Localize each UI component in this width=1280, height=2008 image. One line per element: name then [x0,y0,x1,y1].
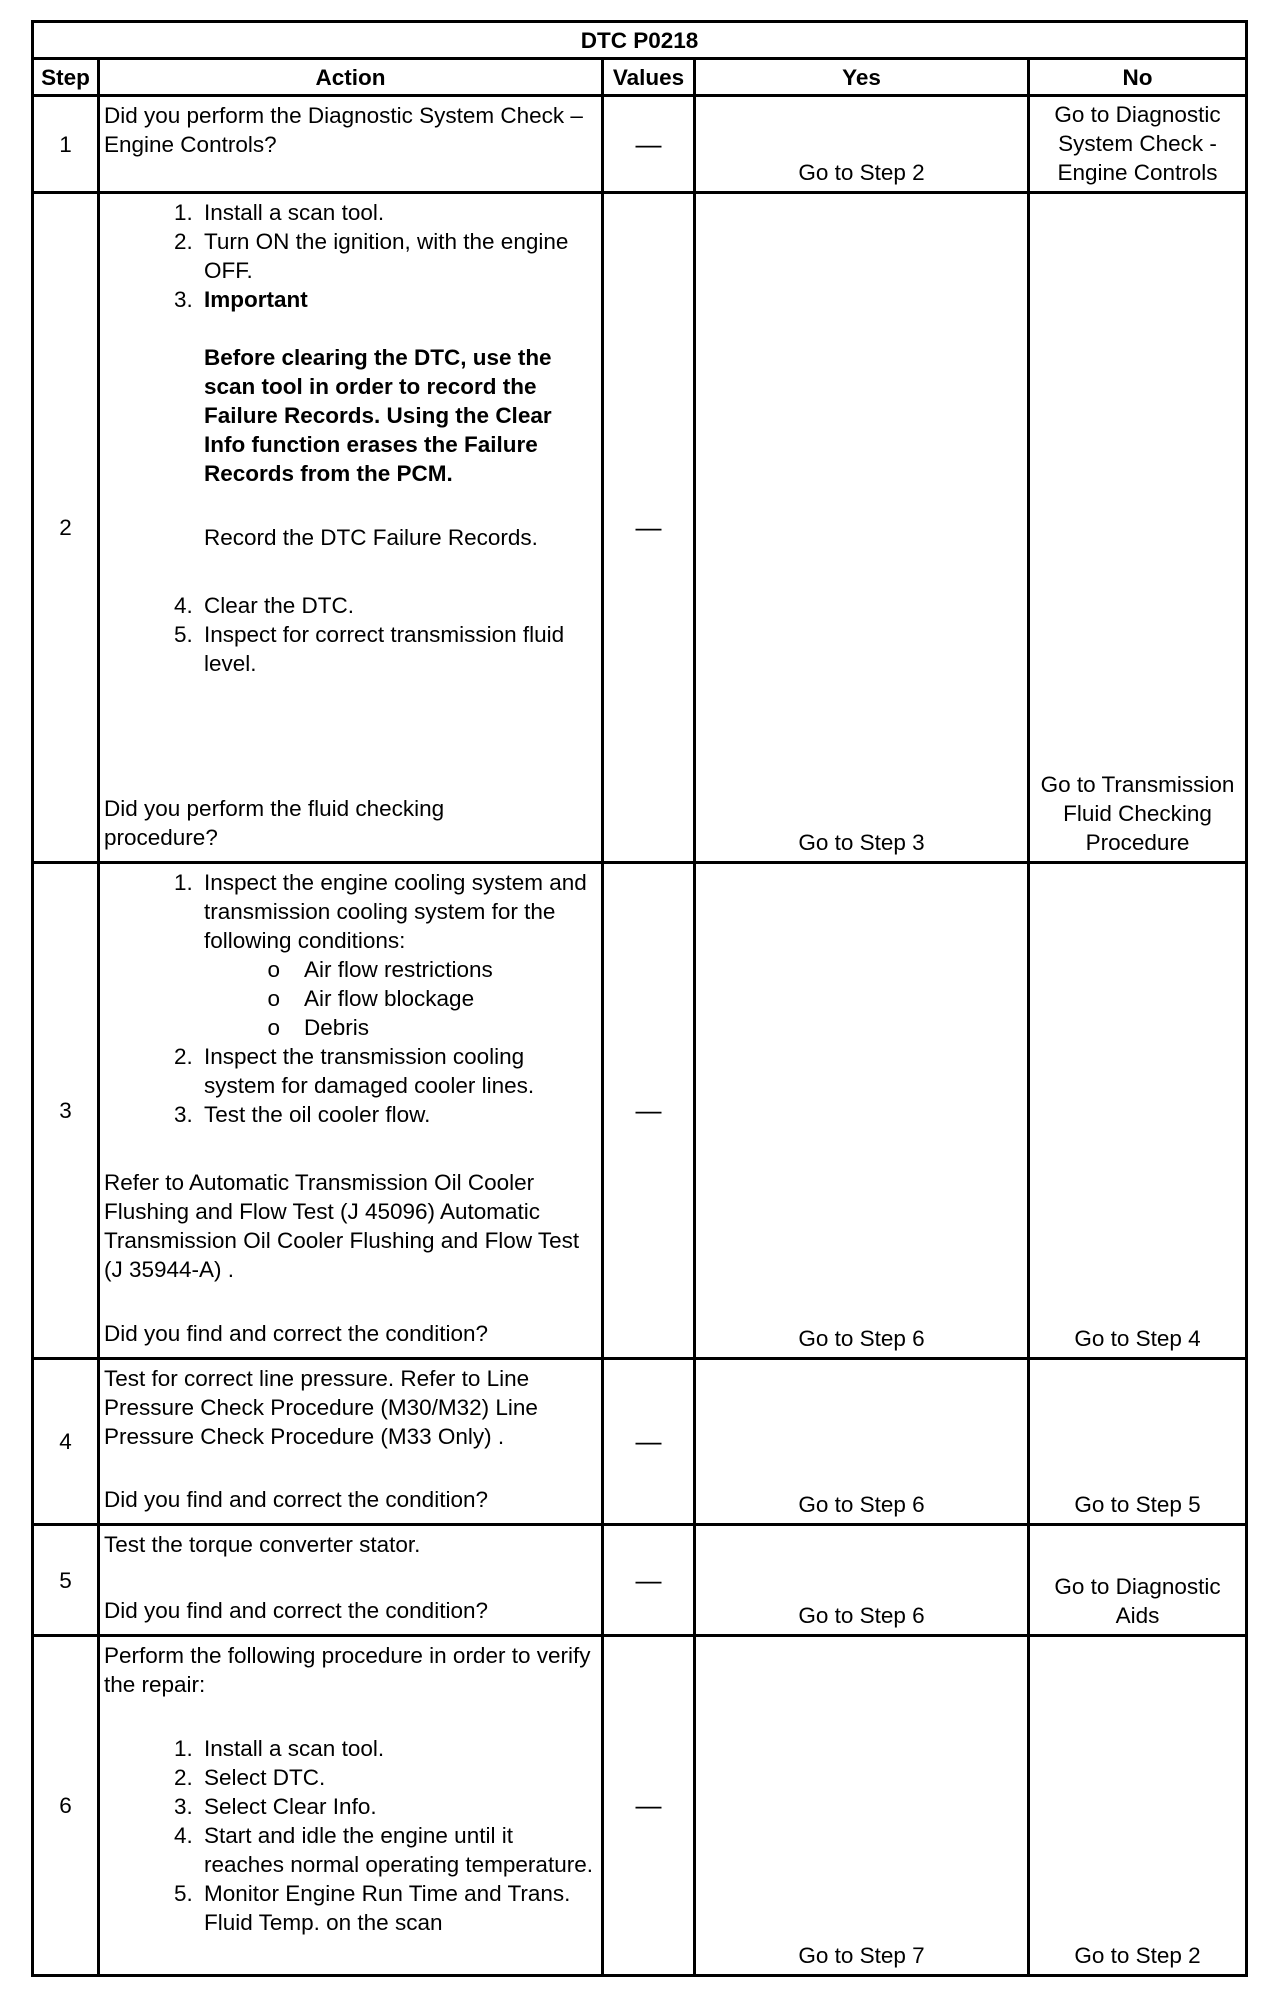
yes-cell: Go to Step 3 [695,193,1029,863]
list-item: 2. Turn ON the ignition, with the engine OFF. [174,229,569,283]
bullet-list [104,955,595,1042]
no-cell: Go to Step 2 [1029,1636,1247,1976]
list-item: 4. Clear the DTC. [174,593,355,618]
values-cell: — [603,863,695,1359]
list-item: 2. Inspect the transmission cooling system for damaged cooler lines. [174,1044,535,1098]
list-item: o Debris [267,1015,370,1040]
values-cell: — [603,1359,695,1525]
step-number: 5 [33,1525,99,1636]
no-cell: Go to Diagnostic Aids [1029,1525,1247,1636]
action-text: Test the torque converter stator. [104,1532,421,1557]
action-cell [99,1525,603,1636]
list-item: 2. Select DTC. [174,1765,326,1790]
header-no: No [1029,59,1247,96]
procedure-list [104,1042,595,1129]
yes-cell: Go to Step 7 [695,1636,1029,1976]
list-item: 1. Inspect the engine cooling system and transmission cooling system for the following conditions: [174,870,587,953]
values-cell: — [603,193,695,863]
values-cell: — [603,1525,695,1636]
table-row [33,193,1247,863]
list-item: 3. Important [104,285,595,314]
question-text: Did you perform the fluid checking procedure? [104,796,445,850]
step-number: 4 [33,1359,99,1525]
procedure-list [104,591,595,678]
yes-cell: Go to Step 6 [695,863,1029,1359]
no-cell: Go to Step 5 [1029,1359,1247,1525]
refer-text: Refer to Automatic Transmission Oil Cooler Flushing and Flow Test (J 45096) Automatic Transmission Oil Cooler Flushing and Flow Test (J 35944-A) . [104,1170,580,1282]
list-item: 5. Inspect for correct transmission fluid level. [174,622,565,676]
step-number: 1 [33,96,99,193]
header-yes: Yes [695,59,1029,96]
action-cell [99,863,603,1359]
list-item: 1. Install a scan tool. [174,1736,385,1761]
table-row [33,1636,1247,1976]
action-cell [99,1636,603,1976]
header-values: Values [603,59,695,96]
step-number: 2 [33,193,99,863]
record-text: Record the DTC Failure Records. [204,525,538,550]
action-text: Did you perform the Diagnostic System Check – Engine Controls? [104,103,583,157]
no-cell: Go to Transmission Fluid Checking Procedure [1029,193,1247,863]
values-cell: — [603,96,695,193]
action-text: Test for correct line pressure. Refer to Line Pressure Check Procedure (M30/M32) Line Pressure Check Procedure (M33 Only) . [104,1366,538,1449]
important-label: Important [204,287,308,312]
yes-cell: Go to Step 6 [695,1525,1029,1636]
procedure-list [104,868,595,955]
no-cell: Go to Diagnostic System Check - Engine Controls [1029,96,1247,193]
question-text: Did you find and correct the condition? [104,1487,488,1512]
values-cell: — [603,1636,695,1976]
question-text: Did you find and correct the condition? [104,1598,488,1623]
table-row [33,96,1247,193]
yes-cell: Go to Step 2 [695,96,1029,193]
list-item: 3. Test the oil cooler flow. [174,1102,431,1127]
procedure-list [104,1734,595,1937]
important-note: Before clearing the DTC, use the scan tool in order to record the Failure Records. Using the Clear Info function erases the Failure Records from the PCM. [204,345,552,486]
step-number: 3 [33,863,99,1359]
yes-cell: Go to Step 6 [695,1359,1029,1525]
header-step: Step [33,59,99,96]
action-cell [99,1359,603,1525]
list-item: 3. Select Clear Info. [174,1794,377,1819]
step-number: 6 [33,1636,99,1976]
list-item: 1. Install a scan tool. [174,200,385,225]
diagnostic-table [31,20,1248,1977]
intro-text: Perform the following procedure in order to verify the repair: [104,1643,591,1697]
list-item: 4. Start and idle the engine until it reaches normal operating temperature. [174,1823,593,1877]
no-cell: Go to Step 4 [1029,863,1247,1359]
table-title: DTC P0218 [33,22,1247,59]
list-item: o Air flow restrictions [267,957,493,982]
list-item: o Air flow blockage [267,986,475,1011]
header-action: Action [99,59,603,96]
procedure-list [104,198,595,314]
table-row [33,1525,1247,1636]
question-text: Did you find and correct the condition? [104,1321,488,1346]
list-item: 5. Monitor Engine Run Time and Trans. Fluid Temp. on the scan [174,1881,571,1935]
action-cell [99,96,603,193]
action-cell [99,193,603,863]
table-row [33,863,1247,1359]
table-row [33,1359,1247,1525]
